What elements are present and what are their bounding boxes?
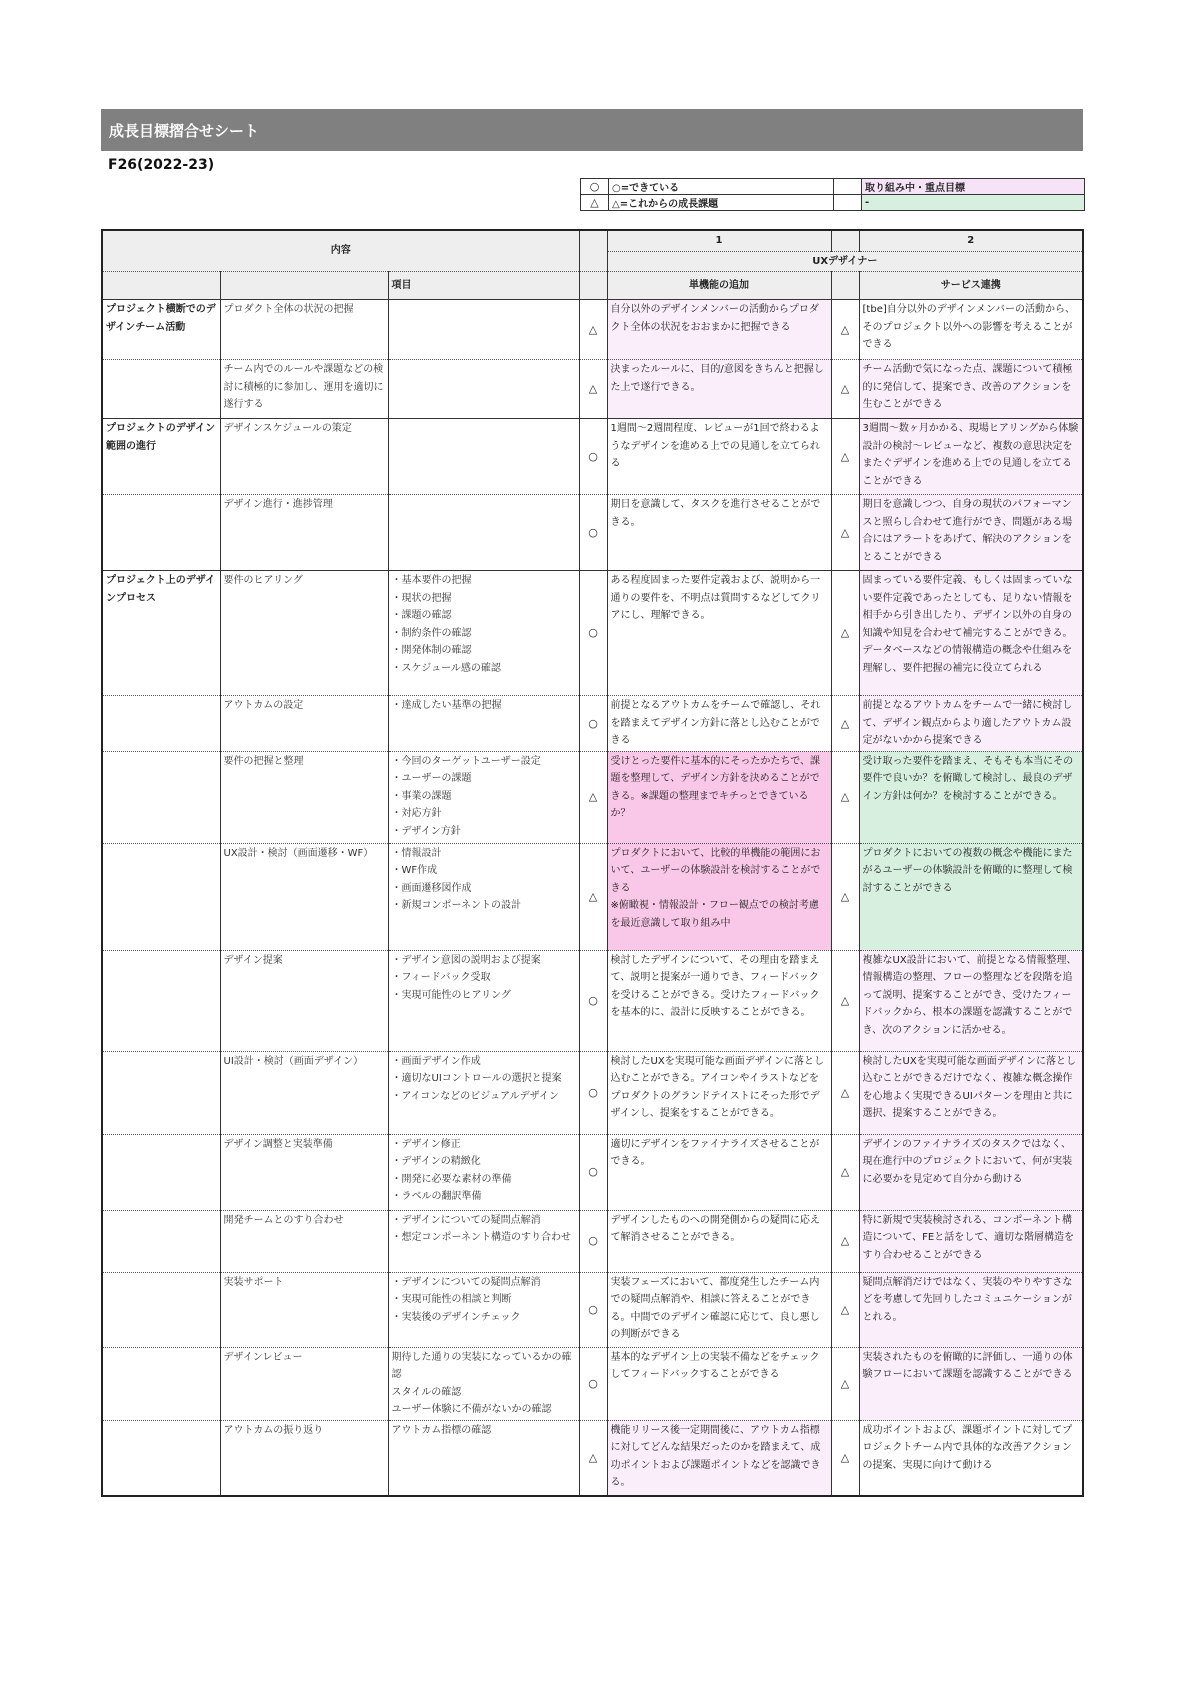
level1-description: 自分以外のデザインメンバーの活動からプロダクト全体の状況をおおまかに把握できる [607, 300, 831, 360]
table-row [102, 843, 1083, 950]
table-row [102, 495, 1083, 571]
legend-symbol: △ [581, 195, 609, 211]
level2-description: プロダクトにおいての複数の概念や機能にまたがるユーザーの体験設計を俯瞰的に整理して検討することができる [859, 843, 1083, 950]
col2-number: 2 [859, 230, 1083, 251]
points-cell: ・デザイン修正 ・デザインの精緻化 ・開発に必要な素材の準備 ・ラベルの翻訳準備 [388, 1134, 579, 1210]
item-cell: プロダクト全体の状況の把握 [220, 300, 388, 360]
skill-matrix-table [101, 229, 1084, 1497]
level1-description: 実装フェーズにおいて、都度発生したチーム内での疑問点解消や、相談に答えることができる。中間でのデザイン確認に応じて、良し悪しの判断ができる [607, 1272, 831, 1347]
category-cell [102, 751, 220, 843]
item-cell: UI設計・検討（画面デザイン） [220, 1051, 388, 1134]
table-row [102, 300, 1083, 360]
category-cell [102, 696, 220, 752]
role-header: UXデザイナー [607, 251, 1083, 272]
level1-description: 機能リリース後一定期間後に、アウトカム指標に対してどんな結果だったのかを踏まえて、成功ポイントおよび課題ポイントなどを認識できる。 [607, 1420, 831, 1496]
category-cell [102, 1134, 220, 1210]
header-blank [579, 272, 607, 300]
level2-description: 検討したUXを実現可能な画面デザインに落とし込むことができるだけでなく、複雑な概念操作を心地よく実現できるUIパターンを理由と共に選択、提案することができる。 [859, 1051, 1083, 1134]
points-cell: ・デザインについての疑問点解消 ・想定コンポーネント構造のすり合わせ [388, 1210, 579, 1272]
header-row-numbers [102, 230, 1083, 251]
points-cell [388, 419, 579, 495]
level1-description: 基本的なデザイン上の実装不備などをチェックしてフィードバックすることができる [607, 1347, 831, 1420]
level2-mark: △ [831, 696, 859, 752]
level2-mark: △ [831, 950, 859, 1051]
item-cell: デザインレビュー [220, 1347, 388, 1420]
points-cell: 期待した通りの実装になっているかの確認 スタイルの確認 ユーザー体験に不備がないかの確認 [388, 1347, 579, 1420]
level2-description: 期日を意識しつつ、自身の現状のパフォーマンスと照らし合わせて進行ができ、問題がある場合にはアラートをあげて、解決のアクションをとることができる [859, 495, 1083, 571]
level2-description: 固まっている要件定義、もしくは固まっていない要件定義であったとしても、足りない情報を相手から引き出したり、デザイン以外の自身の知識や知見を合わせて補完することができる。データベースなどの情報構造の概念や仕組みを理解し、要件把握の補完に役立てられる [859, 571, 1083, 696]
level1-description: 決まったルールに、目的/意図をきちんと把握した上で遂行できる。 [607, 360, 831, 419]
level2-description: 複雑なUX設計において、前提となる情報整理、情報構造の整理、フローの整理などを段階を追って説明、提案することができ、受けたフィードバックから、根本の課題を認識することができ、次のアクションに活かせる。 [859, 950, 1083, 1051]
item-cell: チーム内でのルールや課題などの検討に積極的に参加し、運用を適切に遂行する [220, 360, 388, 419]
level1-description: 適切にデザインをファイナライズさせることができる。 [607, 1134, 831, 1210]
category-cell [102, 1051, 220, 1134]
table-row [102, 1420, 1083, 1496]
item-cell: デザインスケジュールの策定 [220, 419, 388, 495]
period-label: F26(2022-23) [108, 157, 215, 173]
level1-mark: △ [579, 843, 607, 950]
level2-mark: △ [831, 360, 859, 419]
level1-description: 1週間〜2週間程度、レビューが1回で終わるようなデザインを進める上での見通しを立てられる [607, 419, 831, 495]
legend-gap [834, 195, 862, 211]
header-blank [220, 272, 388, 300]
table-row [102, 696, 1083, 752]
level1-mark: ○ [579, 1272, 607, 1347]
item-cell: アウトカムの設定 [220, 696, 388, 752]
level2-mark: △ [831, 419, 859, 495]
level2-mark: △ [831, 843, 859, 950]
category-cell: プロジェクト横断でのデザインチーム活動 [102, 300, 220, 360]
table-row [102, 360, 1083, 419]
category-cell [102, 360, 220, 419]
level2-mark: △ [831, 1051, 859, 1134]
level1-mark: ○ [579, 419, 607, 495]
level1-mark: ○ [579, 1210, 607, 1272]
level1-mark: ○ [579, 495, 607, 571]
legend-text: ○=できている [609, 179, 834, 195]
category-cell: プロジェクトのデザイン範囲の進行 [102, 419, 220, 495]
points-cell: ・基本要件の把握 ・現状の把握 ・課題の確認 ・制約条件の確認 ・開発体制の確認 ・スケジュール感の確認 [388, 571, 579, 696]
level1-description: デザインしたものへの開発側からの疑問に応えて解消させることができる。 [607, 1210, 831, 1272]
category-cell: プロジェクト上のデザインプロセス [102, 571, 220, 696]
level1-description: 検討したUXを実現可能な画面デザインに落とし込むことができる。アイコンやイラストなどをプロダクトのグランドテイストにそった形でデザインし、提案をすることができる。 [607, 1051, 831, 1134]
col2-title: サービス連携 [859, 272, 1083, 300]
header-blank [579, 230, 607, 272]
level2-mark: △ [831, 751, 859, 843]
table-row [102, 1272, 1083, 1347]
level2-mark: △ [831, 1420, 859, 1496]
item-cell: 要件のヒアリング [220, 571, 388, 696]
level2-description: 特に新規で実装検討される、コンポーネント構造について、FEと話をして、適切な階層構造をすり合わせることができる [859, 1210, 1083, 1272]
header-row-titles [102, 272, 1083, 300]
level2-description: デザインのファイナライズのタスクではなく、現在進行中のプロジェクトにおいて、何が実装に必要かを見定めて自分から動ける [859, 1134, 1083, 1210]
level2-mark: △ [831, 1134, 859, 1210]
table-row [102, 1347, 1083, 1420]
legend-category: - [862, 195, 1085, 211]
header-blank [102, 272, 220, 300]
table-row [102, 950, 1083, 1051]
category-cell [102, 1347, 220, 1420]
points-cell: アウトカム指標の確認 [388, 1420, 579, 1496]
header-blank [831, 230, 859, 251]
category-cell [102, 1272, 220, 1347]
sheet-title: 成長目標摺合せシート [101, 109, 1083, 151]
content-header: 内容 [102, 230, 579, 272]
level1-mark: △ [579, 751, 607, 843]
level1-description: 受けとった要件に基本的にそったかたちで、課題を整理して、デザイン方針を決めることができる。※課題の整理までキチっとできているか？ [607, 751, 831, 843]
points-cell: ・達成したい基準の把握 [388, 696, 579, 752]
level1-description: 前提となるアウトカムをチームで確認し、それを踏まえてデザイン方針に落とし込むことができる [607, 696, 831, 752]
table-row [102, 1210, 1083, 1272]
legend-gap [834, 179, 862, 195]
level1-description: 検討したデザインについて、その理由を踏まえて、説明と提案が一通りでき、フィードバックを受けることができる。受けたフィードバックを基本的に、設計に反映することができる。 [607, 950, 831, 1051]
legend-symbol: ○ [581, 179, 609, 195]
legend-table [580, 178, 1085, 211]
level1-description: 期日を意識して、タスクを進行させることができる。 [607, 495, 831, 571]
item-cell: 開発チームとのすり合わせ [220, 1210, 388, 1272]
level2-description: 疑問点解消だけではなく、実装のやりやすさなどを考慮して先回りしたコミュニケーションがとれる。 [859, 1272, 1083, 1347]
level1-mark: ○ [579, 1134, 607, 1210]
col1-number: 1 [607, 230, 831, 251]
points-cell [388, 300, 579, 360]
level1-mark: ○ [579, 696, 607, 752]
level2-mark: △ [831, 1272, 859, 1347]
level1-mark: ○ [579, 1347, 607, 1420]
legend-category: 取り組み中・重点目標 [862, 179, 1085, 195]
level1-description: ある程度固まった要件定義および、説明から一通りの要件を、不明点は質問するなどしてクリアにし、理解できる。 [607, 571, 831, 696]
points-cell [388, 495, 579, 571]
item-cell: UX設計・検討（画面遷移・WF） [220, 843, 388, 950]
header-blank [831, 272, 859, 300]
level2-description: [tbe]自分以外のデザインメンバーの活動から、そのプロジェクト以外への影響を考えることができる [859, 300, 1083, 360]
level1-mark: △ [579, 1420, 607, 1496]
level2-description: 前提となるアウトカムをチームで一緒に検討して、デザイン観点からより適したアウトカム設定がないかから提案できる [859, 696, 1083, 752]
table-row [102, 751, 1083, 843]
category-cell [102, 495, 220, 571]
col1-title: 単機能の追加 [607, 272, 831, 300]
category-cell [102, 1210, 220, 1272]
level2-description: 受け取った要件を踏まえ、そもそも本当にその要件で良いか？を俯瞰して検討し、最良のデザイン方針は何か？を検討することができる。 [859, 751, 1083, 843]
table-row [102, 571, 1083, 696]
level1-mark: ○ [579, 950, 607, 1051]
points-cell: ・デザインについての疑問点解消 ・実現可能性の相談と判断 ・実装後のデザインチェック [388, 1272, 579, 1347]
points-cell [388, 360, 579, 419]
level2-description: 成功ポイントおよび、課題ポイントに対してプロジェクトチーム内で具体的な改善アクションの提案、実現に向けて動ける [859, 1420, 1083, 1496]
level1-mark: ○ [579, 571, 607, 696]
level2-mark: △ [831, 495, 859, 571]
category-cell [102, 950, 220, 1051]
level2-description: チーム活動で気になった点、課題について積極的に発信して、提案でき、改善のアクションを生むことができる [859, 360, 1083, 419]
level2-mark: △ [831, 300, 859, 360]
item-cell: デザイン調整と実装準備 [220, 1134, 388, 1210]
table-row [102, 419, 1083, 495]
level1-description: プロダクトにおいて、比較的単機能の範囲において、ユーザーの体験設計を検討することができる ※俯瞰視・情報設計・フロー観点での検討考慮を最近意識して取り組み中 [607, 843, 831, 950]
legend-row [581, 179, 1085, 195]
item-header: 項目 [388, 272, 579, 300]
points-cell: ・デザイン意図の説明および提案 ・フィードバック受取 ・実現可能性のヒアリング [388, 950, 579, 1051]
category-cell [102, 843, 220, 950]
item-cell: アウトカムの振り返り [220, 1420, 388, 1496]
table-row [102, 1134, 1083, 1210]
level2-mark: △ [831, 1347, 859, 1420]
item-cell: 実装サポート [220, 1272, 388, 1347]
level1-mark: △ [579, 300, 607, 360]
legend-row [581, 195, 1085, 211]
level2-description: 3週間〜数ヶ月かかる、現場ヒアリングから体験設計の検討〜レビューなど、複数の意思決定をまたぐデザインを進める上での見通しを立てることができる [859, 419, 1083, 495]
level2-mark: △ [831, 571, 859, 696]
level2-description: 実装されたものを俯瞰的に評価し、一通りの体験フローにおいて課題を認識することができる [859, 1347, 1083, 1420]
table-row [102, 1051, 1083, 1134]
points-cell: ・今回のターゲットユーザー設定 ・ユーザーの課題 ・事業の課題 ・対応方針 ・デザイン方針 [388, 751, 579, 843]
item-cell: デザイン提案 [220, 950, 388, 1051]
legend-text: △=これからの成長課題 [609, 195, 834, 211]
points-cell: ・画面デザイン作成 ・適切なUIコントロールの選択と提案 ・アイコンなどのビジュアルデザイン [388, 1051, 579, 1134]
category-cell [102, 1420, 220, 1496]
level2-mark: △ [831, 1210, 859, 1272]
item-cell: デザイン進行・進捗管理 [220, 495, 388, 571]
item-cell: 要件の把握と整理 [220, 751, 388, 843]
level1-mark: ○ [579, 1051, 607, 1134]
level1-mark: △ [579, 360, 607, 419]
points-cell: ・情報設計 ・WF作成 ・画面遷移図作成 ・新規コンポーネントの設計 [388, 843, 579, 950]
